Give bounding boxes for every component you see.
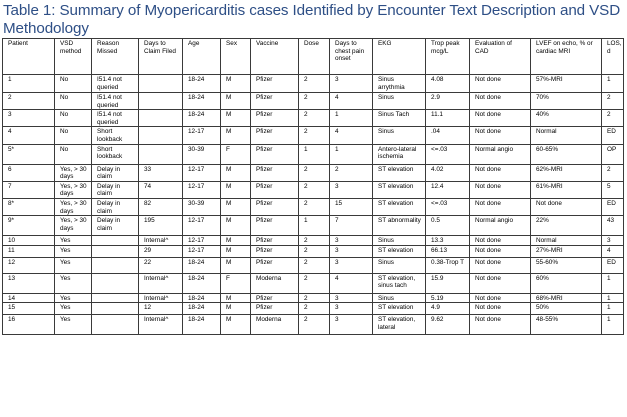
- table-cell: M: [221, 110, 251, 127]
- table-cell: Antero-lateral ischemia: [373, 144, 426, 164]
- table-cell: 1: [330, 110, 373, 127]
- table-cell: 13.3: [426, 236, 470, 246]
- table-cell: Pfizer: [251, 236, 299, 246]
- table-cell: M: [221, 236, 251, 246]
- column-header: Days to Claim Filed: [139, 39, 183, 75]
- table-cell: 3: [602, 236, 624, 246]
- table-cell: 195: [139, 216, 183, 236]
- table-cell: No: [55, 127, 92, 144]
- table-cell: 3: [330, 293, 373, 303]
- table-cell: Not done: [470, 198, 531, 215]
- myopericarditis-table: [2, 38, 624, 335]
- table-cell: 48-55%: [531, 315, 602, 335]
- table-cell: 2: [299, 257, 330, 273]
- table-cell: [92, 273, 139, 293]
- table-cell: I51.4 not queried: [92, 110, 139, 127]
- column-header: Days to chest pain onset: [330, 39, 373, 75]
- table-row: [3, 164, 624, 181]
- table-cell: M: [221, 315, 251, 335]
- table-cell: 70%: [531, 93, 602, 110]
- table-cell: Sinus: [373, 127, 426, 144]
- table-cell: Yes: [55, 273, 92, 293]
- table-cell: 18-24: [183, 293, 221, 303]
- table-cell: Not done: [470, 303, 531, 315]
- table-cell: Not done: [470, 127, 531, 144]
- table-cell: Pfizer: [251, 144, 299, 164]
- table-cell: Yes, > 30 days: [55, 216, 92, 236]
- table-cell: 2: [602, 110, 624, 127]
- table-cell: Normal: [531, 127, 602, 144]
- table-cell: Pfizer: [251, 303, 299, 315]
- table-row: [3, 144, 624, 164]
- table-cell: [92, 236, 139, 246]
- table-cell: 16: [3, 315, 55, 335]
- table-cell: 2.9: [426, 93, 470, 110]
- table-cell: M: [221, 164, 251, 181]
- table-cell: 11: [3, 245, 55, 257]
- table-cell: 3: [330, 257, 373, 273]
- table-cell: 9.62: [426, 315, 470, 335]
- table-cell: Pfizer: [251, 257, 299, 273]
- table-cell: 15: [3, 303, 55, 315]
- table-cell: Yes, > 30 days: [55, 198, 92, 215]
- table-cell: Pfizer: [251, 293, 299, 303]
- table-cell: I51.4 not queried: [92, 93, 139, 110]
- table-cell: 1: [330, 144, 373, 164]
- table-cell: 4: [330, 93, 373, 110]
- table-cell: 9*: [3, 216, 55, 236]
- table-cell: 18-24: [183, 303, 221, 315]
- column-header: Reason Missed: [92, 39, 139, 75]
- table-cell: Pfizer: [251, 198, 299, 215]
- table-cell: 2: [299, 181, 330, 198]
- table-cell: Not done: [470, 93, 531, 110]
- table-cell: 4.9: [426, 303, 470, 315]
- table-cell: 1: [602, 303, 624, 315]
- table-row: [3, 110, 624, 127]
- table-cell: Not done: [470, 110, 531, 127]
- table-cell: 2: [602, 164, 624, 181]
- table-cell: 0.5: [426, 216, 470, 236]
- table-cell: Not done: [470, 293, 531, 303]
- table-cell: 1: [3, 75, 55, 93]
- table-cell: 7: [330, 216, 373, 236]
- table-cell: Internal^: [139, 315, 183, 335]
- table-cell: 2: [299, 75, 330, 93]
- table-cell: 55-60%: [531, 257, 602, 273]
- table-cell: 18-24: [183, 75, 221, 93]
- table-cell: 10: [3, 236, 55, 246]
- table-cell: 6: [3, 164, 55, 181]
- table-cell: 2: [299, 198, 330, 215]
- table-cell: 2: [299, 127, 330, 144]
- table-cell: 4: [330, 273, 373, 293]
- table-cell: Sinus: [373, 257, 426, 273]
- table-row: [3, 245, 624, 257]
- table-cell: M: [221, 75, 251, 93]
- table-cell: Pfizer: [251, 216, 299, 236]
- table-cell: Delay in claim: [92, 181, 139, 198]
- table-row: [3, 93, 624, 110]
- table-cell: Sinus: [373, 293, 426, 303]
- table-cell: 18-24: [183, 273, 221, 293]
- table-row: [3, 181, 624, 198]
- table-cell: F: [221, 144, 251, 164]
- table-cell: 82: [139, 198, 183, 215]
- table-cell: 3: [330, 303, 373, 315]
- table-cell: [139, 110, 183, 127]
- table-cell: M: [221, 198, 251, 215]
- table-cell: OP: [602, 144, 624, 164]
- table-cell: 4: [3, 127, 55, 144]
- table-cell: Not done: [470, 75, 531, 93]
- table-cell: Sinus: [373, 93, 426, 110]
- table-cell: 2: [299, 164, 330, 181]
- table-cell: Not done: [470, 315, 531, 335]
- table-cell: 1: [602, 293, 624, 303]
- table-cell: M: [221, 93, 251, 110]
- table-cell: 12-17: [183, 216, 221, 236]
- column-header: Sex: [221, 39, 251, 75]
- table-cell: 12-17: [183, 181, 221, 198]
- table-cell: 2: [299, 93, 330, 110]
- table-cell: 5*: [3, 144, 55, 164]
- table-cell: 12-17: [183, 127, 221, 144]
- table-cell: 7: [3, 181, 55, 198]
- table-cell: No: [55, 144, 92, 164]
- table-cell: <=.03: [426, 144, 470, 164]
- table-cell: Moderna: [251, 315, 299, 335]
- table-cell: [139, 75, 183, 93]
- column-header: LVEF on echo, % or cardiac MRI: [531, 39, 602, 75]
- table-cell: Not done: [470, 164, 531, 181]
- table-row: [3, 216, 624, 236]
- table-cell: Not done: [470, 236, 531, 246]
- table-cell: 11.1: [426, 110, 470, 127]
- table-cell: Sinus arrythmia: [373, 75, 426, 93]
- table-cell: 15.9: [426, 273, 470, 293]
- table-cell: I51.4 not queried: [92, 75, 139, 93]
- table-cell: Yes: [55, 293, 92, 303]
- table-cell: 4.02: [426, 164, 470, 181]
- table-cell: ST elevation: [373, 198, 426, 215]
- table-cell: M: [221, 303, 251, 315]
- table-cell: <=.03: [426, 198, 470, 215]
- table-cell: 13: [3, 273, 55, 293]
- column-header: Evaluation of CAD: [470, 39, 531, 75]
- table-cell: 61%-MRI: [531, 181, 602, 198]
- table-cell: 3: [330, 315, 373, 335]
- table-cell: Pfizer: [251, 93, 299, 110]
- table-cell: 18-24: [183, 93, 221, 110]
- table-cell: 5.19: [426, 293, 470, 303]
- table-cell: Normal angio: [470, 216, 531, 236]
- table-cell: ST elevation: [373, 303, 426, 315]
- table-cell: 8*: [3, 198, 55, 215]
- table-cell: Yes: [55, 315, 92, 335]
- table-cell: Pfizer: [251, 75, 299, 93]
- table-cell: 12-17: [183, 236, 221, 246]
- table-cell: 12: [3, 257, 55, 273]
- table-cell: M: [221, 216, 251, 236]
- table-cell: 1: [299, 144, 330, 164]
- table-cell: 2: [602, 93, 624, 110]
- table-cell: 2: [299, 110, 330, 127]
- table-cell: Internal^: [139, 236, 183, 246]
- column-header: Vaccine: [251, 39, 299, 75]
- table-cell: Moderna: [251, 273, 299, 293]
- table-cell: Pfizer: [251, 245, 299, 257]
- table-cell: Internal^: [139, 293, 183, 303]
- table-cell: 74: [139, 181, 183, 198]
- table-cell: 2: [299, 303, 330, 315]
- table-cell: 12-17: [183, 164, 221, 181]
- table-cell: Yes: [55, 257, 92, 273]
- table-row: [3, 257, 624, 273]
- table-cell: [92, 303, 139, 315]
- table-cell: 3: [330, 236, 373, 246]
- table-cell: Pfizer: [251, 110, 299, 127]
- table-cell: 2: [299, 315, 330, 335]
- table-cell: 15: [330, 198, 373, 215]
- column-header: Trop peak mcg/L: [426, 39, 470, 75]
- table-cell: Sinus: [373, 236, 426, 246]
- table-title: Table 1: Summary of Myopericarditis cases Identified by Encounter Text Description and VSD Methodology: [3, 2, 621, 37]
- table-cell: Pfizer: [251, 181, 299, 198]
- column-header: LOS, d: [602, 39, 624, 75]
- table-cell: Normal angio: [470, 144, 531, 164]
- table-cell: 3: [330, 245, 373, 257]
- table-cell: [92, 315, 139, 335]
- table-cell: Short lookback: [92, 144, 139, 164]
- table-row: [3, 236, 624, 246]
- table-cell: M: [221, 257, 251, 273]
- column-header: Dose: [299, 39, 330, 75]
- table-cell: Normal: [531, 236, 602, 246]
- table-cell: No: [55, 75, 92, 93]
- table-cell: [139, 127, 183, 144]
- table-cell: 3: [330, 181, 373, 198]
- table-cell: 27%-MRI: [531, 245, 602, 257]
- table-cell: ST elevation: [373, 245, 426, 257]
- table-cell: 4: [330, 127, 373, 144]
- table-cell: 66.13: [426, 245, 470, 257]
- table-cell: No: [55, 110, 92, 127]
- table-cell: Yes: [55, 236, 92, 246]
- column-header: Age: [183, 39, 221, 75]
- table-cell: 1: [299, 216, 330, 236]
- table-cell: No: [55, 93, 92, 110]
- table-cell: 12-17: [183, 245, 221, 257]
- table-cell: 40%: [531, 110, 602, 127]
- table-cell: [92, 293, 139, 303]
- table-cell: Not done: [470, 181, 531, 198]
- column-header: VSD method: [55, 39, 92, 75]
- table-cell: 22: [139, 257, 183, 273]
- table-cell: ST elevation: [373, 181, 426, 198]
- table-cell: 1: [602, 315, 624, 335]
- table-cell: [92, 257, 139, 273]
- table-cell: 2: [3, 93, 55, 110]
- table-cell: 18-24: [183, 315, 221, 335]
- table-cell: 1: [602, 273, 624, 293]
- table-cell: Not done: [470, 273, 531, 293]
- table-cell: 33: [139, 164, 183, 181]
- table-cell: Yes: [55, 245, 92, 257]
- table-cell: 18-24: [183, 257, 221, 273]
- table-cell: Yes, > 30 days: [55, 164, 92, 181]
- table-cell: 3: [330, 75, 373, 93]
- table-cell: Sinus Tach: [373, 110, 426, 127]
- table-cell: 22%: [531, 216, 602, 236]
- table-cell: 18-24: [183, 110, 221, 127]
- table-cell: M: [221, 293, 251, 303]
- table-cell: Pfizer: [251, 164, 299, 181]
- table-cell: 60%: [531, 273, 602, 293]
- table-cell: 5: [602, 181, 624, 198]
- table-row: [3, 315, 624, 335]
- table-cell: ST abnormality: [373, 216, 426, 236]
- table-cell: 30-39: [183, 144, 221, 164]
- table-cell: Not done: [470, 245, 531, 257]
- table-cell: Internal^: [139, 273, 183, 293]
- table-cell: 62%-MRI: [531, 164, 602, 181]
- table-cell: .04: [426, 127, 470, 144]
- table-cell: 57%-MRI: [531, 75, 602, 93]
- table-cell: ST elevation: [373, 164, 426, 181]
- column-header: Patient: [3, 39, 55, 75]
- table-cell: 12: [139, 303, 183, 315]
- table-cell: M: [221, 127, 251, 144]
- table-cell: ST elevation, sinus tach: [373, 273, 426, 293]
- table-cell: 2: [299, 293, 330, 303]
- table-cell: 43: [602, 216, 624, 236]
- column-header: EKG: [373, 39, 426, 75]
- table-cell: 30-39: [183, 198, 221, 215]
- table-cell: 12.4: [426, 181, 470, 198]
- table-cell: Not done: [470, 257, 531, 273]
- table-cell: Yes: [55, 303, 92, 315]
- table-cell: Delay in claim: [92, 198, 139, 215]
- table-cell: 0.38-Trop T: [426, 257, 470, 273]
- table-cell: Yes, > 30 days: [55, 181, 92, 198]
- table-cell: 4: [602, 245, 624, 257]
- table-cell: M: [221, 245, 251, 257]
- table-cell: [92, 245, 139, 257]
- header-row: [3, 39, 624, 75]
- table-row: [3, 293, 624, 303]
- table-cell: ED: [602, 257, 624, 273]
- table-cell: 60-65%: [531, 144, 602, 164]
- table-cell: F: [221, 273, 251, 293]
- table-cell: ED: [602, 127, 624, 144]
- table-cell: 2: [330, 164, 373, 181]
- table-row: [3, 75, 624, 93]
- table-cell: 2: [299, 236, 330, 246]
- table-row: [3, 303, 624, 315]
- table-cell: 29: [139, 245, 183, 257]
- table-cell: Short lookback: [92, 127, 139, 144]
- table-cell: [139, 93, 183, 110]
- table-cell: Delay in claim: [92, 216, 139, 236]
- table-cell: Delay in claim: [92, 164, 139, 181]
- table-cell: 3: [3, 110, 55, 127]
- table-cell: Not done: [531, 198, 602, 215]
- table-cell: 4.08: [426, 75, 470, 93]
- table-cell: 2: [299, 273, 330, 293]
- table-cell: 50%: [531, 303, 602, 315]
- table-cell: ST elevation, lateral: [373, 315, 426, 335]
- table-cell: 68%-MRI: [531, 293, 602, 303]
- table-cell: 1: [602, 75, 624, 93]
- table-cell: 14: [3, 293, 55, 303]
- table-cell: Pfizer: [251, 127, 299, 144]
- table-cell: ED: [602, 198, 624, 215]
- table-cell: M: [221, 181, 251, 198]
- table-row: [3, 273, 624, 293]
- table-row: [3, 127, 624, 144]
- table-cell: 2: [299, 245, 330, 257]
- table-row: [3, 198, 624, 215]
- table-cell: [139, 144, 183, 164]
